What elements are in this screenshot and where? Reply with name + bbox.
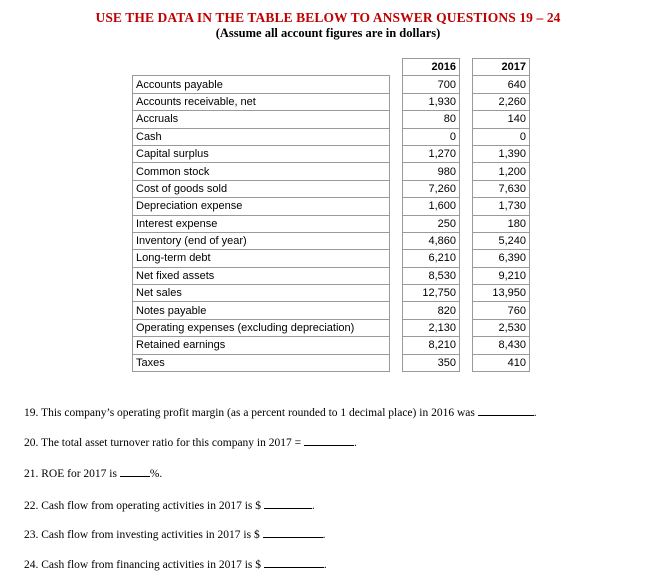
value-2017: 1,200 bbox=[473, 163, 530, 180]
row-label: Capital surplus bbox=[133, 145, 390, 162]
value-2017: 6,390 bbox=[473, 250, 530, 267]
value-2017: 13,950 bbox=[473, 285, 530, 302]
value-2016: 980 bbox=[403, 163, 460, 180]
cell-spacer bbox=[460, 180, 473, 197]
table-row bbox=[133, 354, 530, 371]
value-2016: 820 bbox=[403, 302, 460, 319]
question-suffix: . bbox=[322, 529, 326, 541]
cell-spacer bbox=[390, 163, 403, 180]
value-2017: 2,530 bbox=[473, 319, 530, 336]
value-2017: 5,240 bbox=[473, 232, 530, 249]
cell-spacer bbox=[390, 319, 403, 336]
cell-spacer bbox=[390, 76, 403, 93]
row-label: Net sales bbox=[133, 285, 390, 302]
value-2016: 350 bbox=[403, 354, 460, 371]
value-2016: 7,260 bbox=[403, 180, 460, 197]
question-suffix: . bbox=[353, 437, 357, 449]
cell-spacer bbox=[460, 250, 473, 267]
cell-spacer bbox=[460, 198, 473, 215]
table-row bbox=[133, 198, 530, 215]
question-text: 21. ROE for 2017 is bbox=[24, 468, 117, 480]
cell-spacer bbox=[460, 302, 473, 319]
financial-data-table bbox=[132, 58, 530, 372]
cell-spacer bbox=[390, 267, 403, 284]
cell-spacer bbox=[390, 232, 403, 249]
value-2017: 7,630 bbox=[473, 180, 530, 197]
row-label: Common stock bbox=[133, 163, 390, 180]
cell-spacer bbox=[390, 215, 403, 232]
cell-spacer bbox=[390, 337, 403, 354]
cell-spacer bbox=[460, 337, 473, 354]
value-2016: 12,750 bbox=[403, 285, 460, 302]
value-2017: 2,260 bbox=[473, 93, 530, 110]
question-text: 22. Cash flow from operating activities in 2017 is $ bbox=[24, 500, 261, 512]
cell-spacer bbox=[460, 215, 473, 232]
row-label: Accruals bbox=[133, 111, 390, 128]
value-2017: 0 bbox=[473, 128, 530, 145]
value-2017: 9,210 bbox=[473, 267, 530, 284]
cell-spacer bbox=[460, 145, 473, 162]
table-row bbox=[133, 337, 530, 354]
cell-spacer bbox=[460, 354, 473, 371]
cell-spacer bbox=[460, 163, 473, 180]
question-suffix: . bbox=[323, 559, 327, 571]
question-suffix: . bbox=[311, 500, 315, 512]
header-spacer bbox=[460, 59, 473, 76]
cell-spacer bbox=[460, 111, 473, 128]
value-2016: 1,600 bbox=[403, 198, 460, 215]
header-blank-cell bbox=[133, 59, 390, 76]
row-label: Notes payable bbox=[133, 302, 390, 319]
column-header-2016: 2016 bbox=[403, 59, 460, 76]
table-row bbox=[133, 111, 530, 128]
cell-spacer bbox=[460, 267, 473, 284]
value-2017: 1,390 bbox=[473, 145, 530, 162]
value-2016: 2,130 bbox=[403, 319, 460, 336]
value-2017: 760 bbox=[473, 302, 530, 319]
row-label: Retained earnings bbox=[133, 337, 390, 354]
row-label: Accounts payable bbox=[133, 76, 390, 93]
value-2016: 250 bbox=[403, 215, 460, 232]
table-row bbox=[133, 232, 530, 249]
page-subtitle: (Assume all account figures are in dollars) bbox=[215, 26, 441, 40]
table-row bbox=[133, 163, 530, 180]
cell-spacer bbox=[390, 354, 403, 371]
value-2016: 4,860 bbox=[403, 232, 460, 249]
cell-spacer bbox=[460, 319, 473, 336]
header-spacer bbox=[390, 59, 403, 76]
cell-spacer bbox=[460, 232, 473, 249]
table-body bbox=[133, 76, 530, 372]
row-label: Long-term debt bbox=[133, 250, 390, 267]
page-title: USE THE DATA IN THE TABLE BELOW TO ANSWER QUESTIONS 19 – 24 bbox=[95, 10, 561, 25]
answer-blank[interactable] bbox=[478, 404, 534, 416]
table-row bbox=[133, 93, 530, 110]
question-text: 19. This company’s operating profit margin (as a percent rounded to 1 decimal place) in 2016 was bbox=[24, 407, 475, 419]
value-2016: 8,210 bbox=[403, 337, 460, 354]
table-header-row bbox=[133, 59, 530, 76]
value-2017: 1,730 bbox=[473, 198, 530, 215]
value-2017: 140 bbox=[473, 111, 530, 128]
question-21 bbox=[24, 465, 162, 481]
value-2016: 6,210 bbox=[403, 250, 460, 267]
row-label: Operating expenses (excluding depreciation) bbox=[133, 319, 390, 336]
row-label: Accounts receivable, net bbox=[133, 93, 390, 110]
question-22 bbox=[24, 497, 315, 513]
row-label: Net fixed assets bbox=[133, 267, 390, 284]
row-label: Cash bbox=[133, 128, 390, 145]
value-2016: 700 bbox=[403, 76, 460, 93]
table-row bbox=[133, 250, 530, 267]
row-label: Inventory (end of year) bbox=[133, 232, 390, 249]
cell-spacer bbox=[390, 180, 403, 197]
cell-spacer bbox=[390, 128, 403, 145]
question-19 bbox=[24, 404, 537, 420]
cell-spacer bbox=[390, 93, 403, 110]
question-text: 23. Cash flow from investing activities in 2017 is $ bbox=[24, 529, 260, 541]
cell-spacer bbox=[390, 198, 403, 215]
question-text: 24. Cash flow from financing activities in 2017 is $ bbox=[24, 559, 261, 571]
table-row bbox=[133, 145, 530, 162]
answer-blank[interactable] bbox=[264, 556, 324, 568]
value-2017: 8,430 bbox=[473, 337, 530, 354]
question-20 bbox=[24, 434, 357, 450]
question-text: 20. The total asset turnover ratio for this company in 2017 = bbox=[24, 437, 302, 449]
value-2016: 0 bbox=[403, 128, 460, 145]
cell-spacer bbox=[460, 76, 473, 93]
answer-blank[interactable] bbox=[304, 434, 354, 446]
question-suffix: %. bbox=[149, 468, 163, 480]
answer-blank[interactable] bbox=[263, 526, 323, 538]
row-label: Cost of goods sold bbox=[133, 180, 390, 197]
table-row bbox=[133, 285, 530, 302]
question-24 bbox=[24, 556, 327, 572]
row-label: Interest expense bbox=[133, 215, 390, 232]
row-label: Taxes bbox=[133, 354, 390, 371]
answer-blank[interactable] bbox=[120, 465, 150, 477]
cell-spacer bbox=[390, 285, 403, 302]
cell-spacer bbox=[460, 93, 473, 110]
question-suffix: . bbox=[533, 407, 537, 419]
value-2016: 1,270 bbox=[403, 145, 460, 162]
value-2016: 1,930 bbox=[403, 93, 460, 110]
cell-spacer bbox=[390, 145, 403, 162]
value-2017: 410 bbox=[473, 354, 530, 371]
cell-spacer bbox=[460, 128, 473, 145]
row-label: Depreciation expense bbox=[133, 198, 390, 215]
cell-spacer bbox=[460, 285, 473, 302]
table-row bbox=[133, 319, 530, 336]
value-2016: 80 bbox=[403, 111, 460, 128]
table-row bbox=[133, 180, 530, 197]
cell-spacer bbox=[390, 302, 403, 319]
cell-spacer bbox=[390, 250, 403, 267]
table-row bbox=[133, 215, 530, 232]
table-row bbox=[133, 267, 530, 284]
value-2017: 640 bbox=[473, 76, 530, 93]
table-row bbox=[133, 128, 530, 145]
value-2016: 8,530 bbox=[403, 267, 460, 284]
value-2017: 180 bbox=[473, 215, 530, 232]
column-header-2017: 2017 bbox=[473, 59, 530, 76]
table-row bbox=[133, 76, 530, 93]
table-row bbox=[133, 302, 530, 319]
answer-blank[interactable] bbox=[264, 497, 312, 509]
question-23 bbox=[24, 526, 325, 542]
cell-spacer bbox=[390, 111, 403, 128]
